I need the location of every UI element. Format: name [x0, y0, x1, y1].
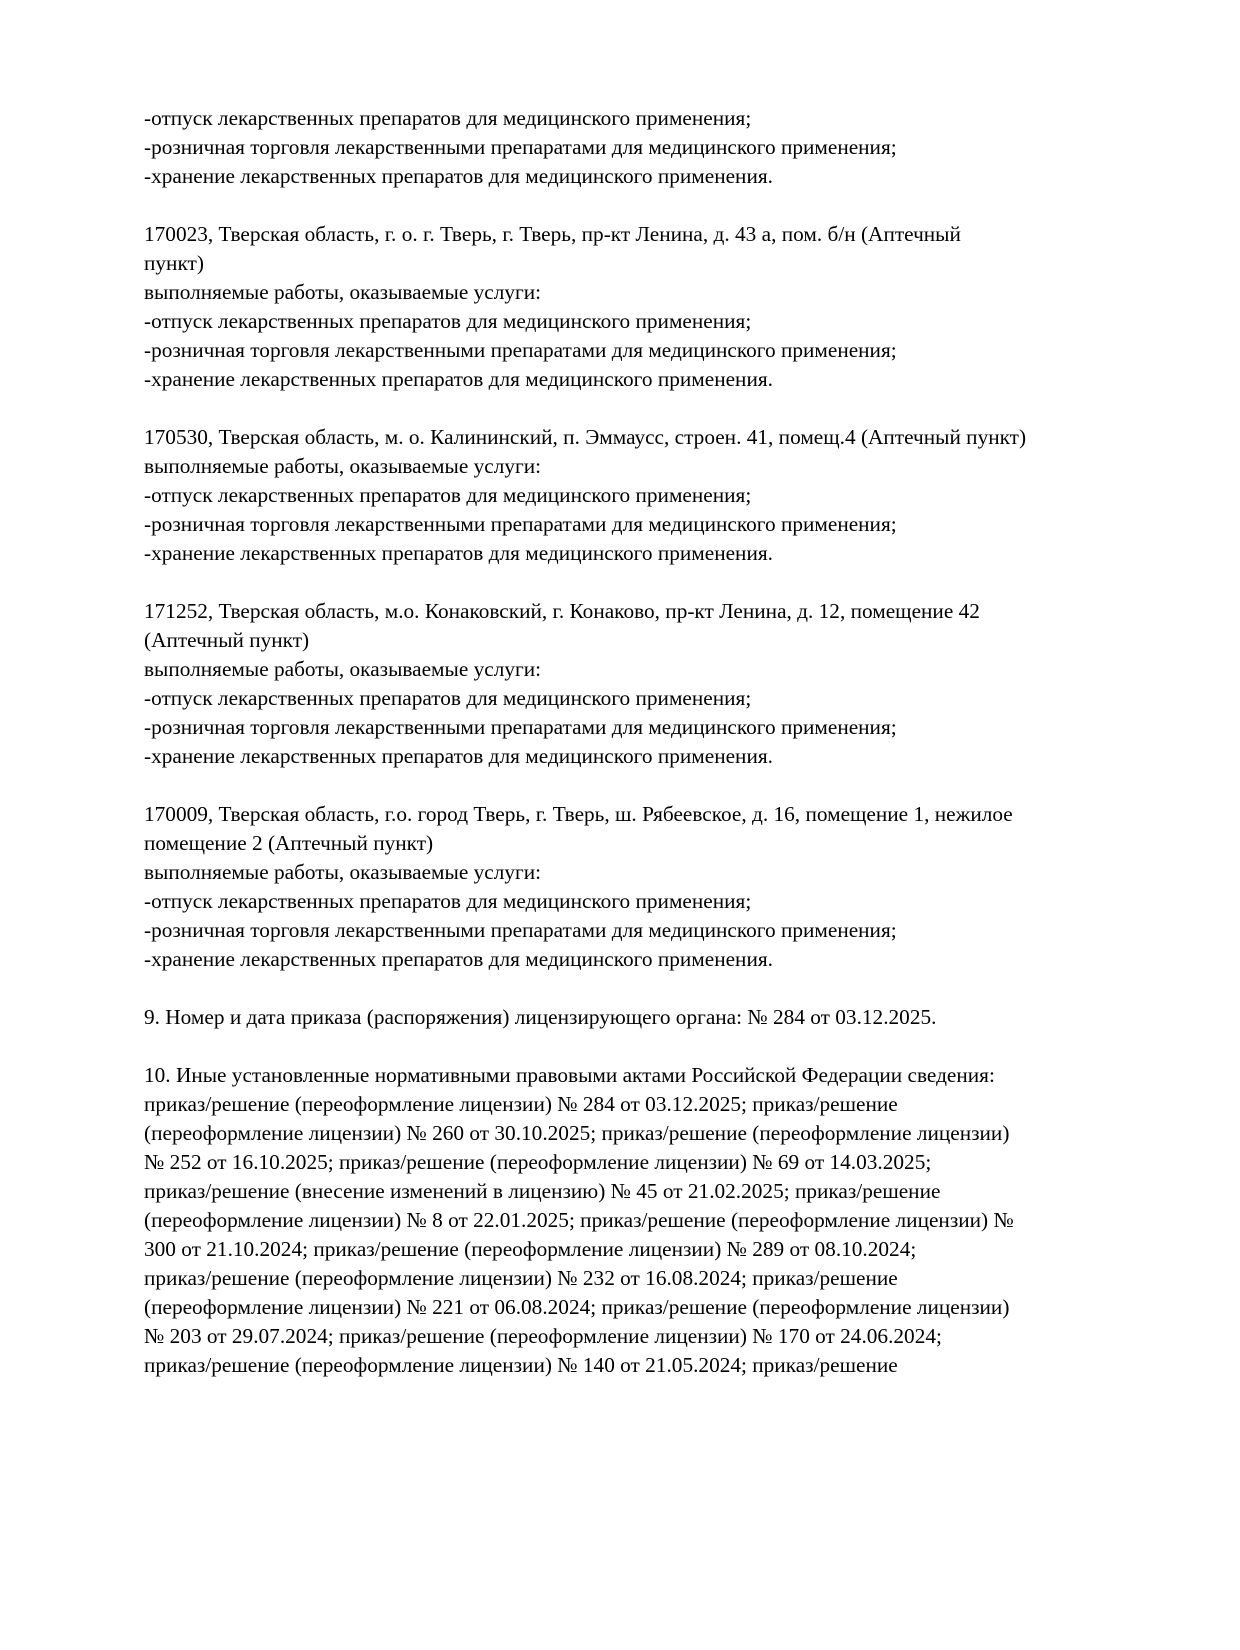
order-history-line: № 203 от 29.07.2024; приказ/решение (переоформление лицензии) № 170 от 24.06.2024;	[144, 1324, 942, 1348]
order-history-line: приказ/решение (переоформление лицензии) № 140 от 21.05.2024; приказ/решение	[144, 1353, 898, 1377]
service-line: -хранение лекарственных препаратов для медицинского применения.	[144, 541, 773, 565]
order-history-line: (переоформление лицензии) № 260 от 30.10.2025; приказ/решение (переоформление лицензии)	[144, 1121, 1010, 1145]
services-heading: выполняемые работы, оказываемые услуги:	[144, 860, 542, 884]
document-body	[144, 104, 1154, 1380]
address-block	[144, 423, 1154, 568]
section-10-other-info	[144, 1061, 1154, 1380]
service-line: -отпуск лекарственных препаратов для медицинского применения;	[144, 483, 752, 507]
service-line: -отпуск лекарственных препаратов для медицинского применения;	[144, 686, 752, 710]
service-line: -розничная торговля лекарственными препаратами для медицинского применения;	[144, 715, 897, 739]
service-line: -розничная торговля лекарственными препаратами для медицинского применения;	[144, 338, 897, 362]
service-line: -хранение лекарственных препаратов для медицинского применения.	[144, 164, 773, 188]
services-heading: выполняемые работы, оказываемые услуги:	[144, 657, 542, 681]
service-line: -отпуск лекарственных препаратов для медицинского применения;	[144, 309, 752, 333]
service-line: -хранение лекарственных препаратов для медицинского применения.	[144, 947, 773, 971]
address-line: помещение 2 (Аптечный пункт)	[144, 831, 434, 855]
order-history-line: (переоформление лицензии) № 8 от 22.01.2025; приказ/решение (переоформление лицензии) №	[144, 1208, 1014, 1232]
service-line: -розничная торговля лекарственными препаратами для медицинского применения;	[144, 918, 897, 942]
service-line: -розничная торговля лекарственными препаратами для медицинского применения;	[144, 512, 897, 536]
address-line: (Аптечный пункт)	[144, 628, 310, 652]
service-line: -хранение лекарственных препаратов для медицинского применения.	[144, 367, 773, 391]
order-history-line: (переоформление лицензии) № 221 от 06.08.2024; приказ/решение (переоформление лицензии)	[144, 1295, 1010, 1319]
address-line: 171252, Тверская область, м.о. Конаковский, г. Конаково, пр-кт Ленина, д. 12, помещение 42	[144, 599, 980, 623]
address-block	[144, 597, 1154, 771]
address-line: 170009, Тверская область, г.о. город Тверь, г. Тверь, ш. Рябеевское, д. 16, помещение 1, нежилое	[144, 802, 1013, 826]
section-10-heading: 10. Иные установленные нормативными правовыми актами Российской Федерации сведения:	[144, 1063, 995, 1087]
service-line: -хранение лекарственных препаратов для медицинского применения.	[144, 744, 773, 768]
services-heading: выполняемые работы, оказываемые услуги:	[144, 454, 542, 478]
service-line: -розничная торговля лекарственными препаратами для медицинского применения;	[144, 135, 897, 159]
service-line: -отпуск лекарственных препаратов для медицинского применения;	[144, 106, 752, 130]
address-block	[144, 220, 1154, 394]
services-list-continued	[144, 104, 1154, 191]
order-history-line: приказ/решение (переоформление лицензии) № 232 от 16.08.2024; приказ/решение	[144, 1266, 898, 1290]
address-block	[144, 800, 1154, 974]
order-history-line: 300 от 21.10.2024; приказ/решение (переоформление лицензии) № 289 от 08.10.2024;	[144, 1237, 917, 1261]
services-heading: выполняемые работы, оказываемые услуги:	[144, 280, 542, 304]
order-history-line: № 252 от 16.10.2025; приказ/решение (переоформление лицензии) № 69 от 14.03.2025;	[144, 1150, 932, 1174]
order-history-line: приказ/решение (переоформление лицензии) № 284 от 03.12.2025; приказ/решение	[144, 1092, 898, 1116]
order-history-line: приказ/решение (внесение изменений в лицензию) № 45 от 21.02.2025; приказ/решение	[144, 1179, 941, 1203]
service-line: -отпуск лекарственных препаратов для медицинского применения;	[144, 889, 752, 913]
address-line: пункт)	[144, 251, 204, 275]
address-line: 170023, Тверская область, г. о. г. Тверь, г. Тверь, пр-кт Ленина, д. 43 а, пом. б/н (Аптечный	[144, 222, 961, 246]
address-line: 170530, Тверская область, м. о. Калининский, п. Эммаусс, строен. 41, помещ.4 (Аптечный пункт)	[144, 425, 1027, 449]
order-number-line: 9. Номер и дата приказа (распоряжения) лицензирующего органа: № 284 от 03.12.2025.	[144, 1005, 937, 1029]
section-9-order-number	[144, 1003, 1154, 1032]
